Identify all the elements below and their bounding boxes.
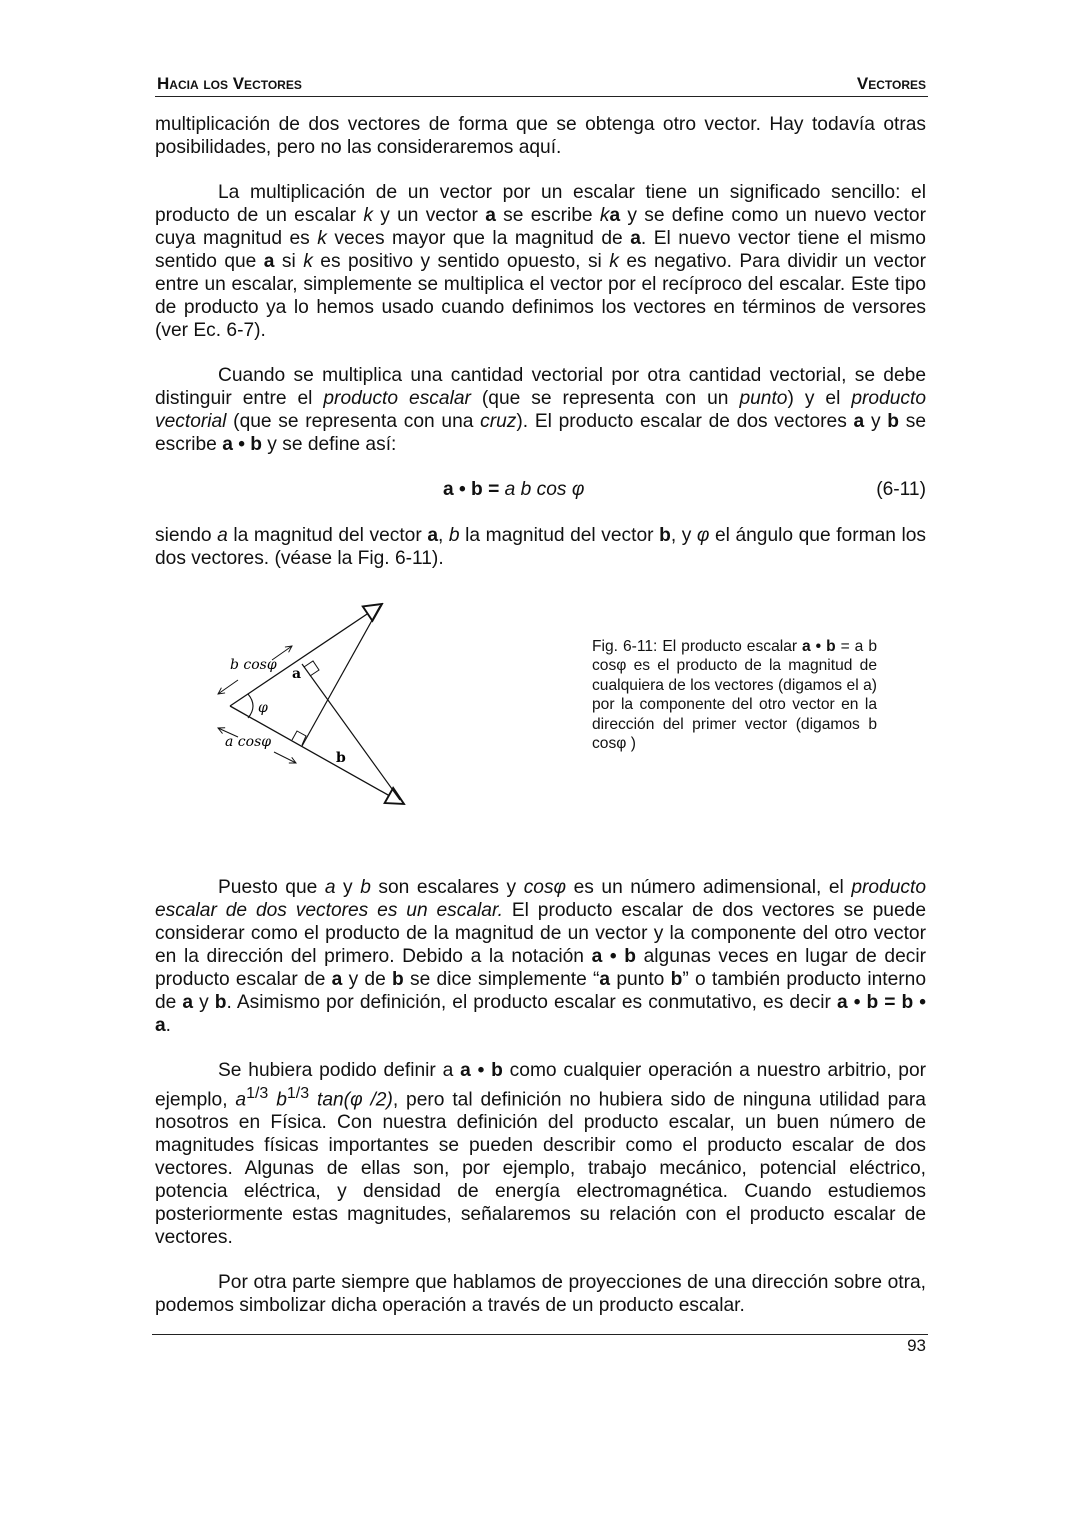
label-b-cos: b cosφ	[230, 657, 277, 673]
right-angle-mark-1	[304, 661, 319, 676]
vector-a-line	[230, 604, 382, 706]
label-a-cos: a cosφ	[225, 734, 272, 750]
figure-caption: Fig. 6-11: El producto escalar a • b = a b cosφ es el producto de la magnitud de cualquiera de los vectores (digamos el a) por la componente del otro vector en la dirección del primer vector (digamos b cosφ )	[592, 638, 877, 753]
page-number: 93	[907, 1336, 926, 1355]
label-phi: φ	[258, 700, 268, 716]
header-left-title: Hacia los Vectores	[157, 74, 302, 93]
figure-6-11	[155, 590, 926, 856]
header-right-title: Vectores	[856, 74, 926, 93]
angle-arc	[248, 694, 253, 718]
paragraph-1: multiplicación de dos vectores de forma que se obtenga otro vector. Hay todavía otras posibilidades, pero no las consideraremos aquí.	[155, 114, 926, 158]
paragraph-5: Puesto que a y b son escalares y cosφ es un número adimensional, el producto escalar de dos vectores es un escalar. El producto escalar de dos vectores se puede considerar como el producto de la magnitud de un vector y la componente del otro vector en la dirección del primero. Debido a la notación a • b algunas veces en lugar de decir producto escalar de a y de b se dice simplemente “a punto b” o también producto interno de a y b. Asimismo por definición, el producto escalar es conmutativo, es decir a • b = b • a.	[155, 877, 927, 1036]
vector-b-line	[230, 706, 404, 804]
page-header	[155, 72, 928, 97]
equation-number: (6-11)	[876, 479, 926, 500]
label-b: b	[336, 750, 346, 766]
label-a: a	[292, 666, 302, 682]
paragraph-7: Por otra parte siempre que hablamos de proyecciones de una dirección sobre otra, podemos simbolizar dicha operación a través de un producto escalar.	[155, 1272, 926, 1317]
projection-line-1	[302, 606, 380, 746]
equation-6-11	[155, 478, 926, 502]
projection-line-2	[302, 664, 400, 800]
paragraph-4: siendo a la magnitud del vector a, b la magnitud del vector b, y φ el ángulo que forman los dos vectores. (véase la Fig. 6-11).	[155, 525, 926, 569]
paragraph-6: Se hubiera podido definir a a • b como cualquier operación a nuestro arbitrio, por ejemplo, $a^{1/3}$ $b^{1/3}$ tan(φ /2), pero tal definición no hubiera sido de ninguna utilidad para nosotros en Física. Con nuestra definición del producto escalar, un buen número de magnitudes físicas importantes se pueden describir como el producto escalar de dos vectores. Algunas de ellas son, por ejemplo, trabajo mecánico, potencial eléctrico, potencia eléctrica, y densidad de energía electromagnética. Cuando estudiemos posteriormente estas magnitudes, señalaremos su relación con el producto escalar de vectores.	[155, 1060, 926, 1249]
footer-rule	[152, 1334, 928, 1335]
paragraph-3: Cuando se multiplica una cantidad vectorial por otra cantidad vectorial, se debe distinguir entre el producto escalar (que se representa con un punto) y el producto vectorial (que se representa con una cruz). El producto escalar de dos vectores a y b se escribe a • b y se define así:	[155, 365, 926, 455]
page-content	[155, 113, 926, 1317]
paragraph-2: La multiplicación de un vector por un escalar tiene un significado sencillo: el producto de un escalar k y un vector a se escribe ka y se define como un nuevo vector cuya magnitud es k veces mayor que la magnitud de a. El nuevo vector tiene el mismo sentido que a si k es positivo y sentido opuesto, si k es negativo. Para dividir un vector entre un escalar, simplemente se multiplica el vector por el recíproco del escalar. Este tipo de producto ya lo hemos usado cuando definimos los vectores en términos de versores (ver Ec. 6-7).	[155, 182, 926, 341]
equation-formula: a • b = a b cos φ	[443, 479, 585, 500]
vector-diagram	[210, 600, 420, 810]
